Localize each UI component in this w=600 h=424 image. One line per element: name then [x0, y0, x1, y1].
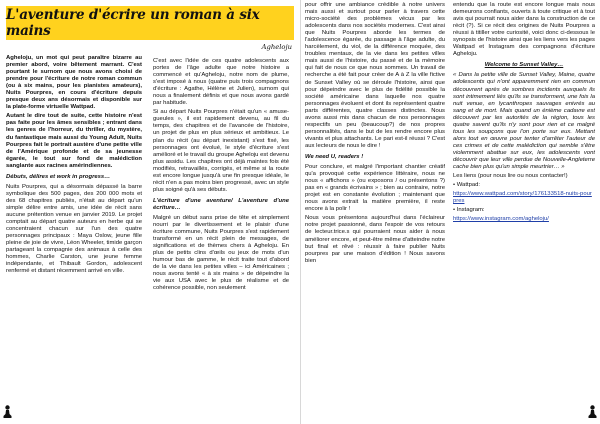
wattpad-label: • Wattpad: — [453, 182, 481, 189]
body-paragraph: C'est avec l'idée de ces quatre adolescents aux portes de l'âge adulte que notre histoire a commencé et qu'Agheloju, notre nom de plume, s'est imposé à nous (quatre puis trois compagnons d'écriture : Agathe, Hélène et Julien), surnom qui nous a finalement définis et que nous avons gardé par habitude. — [153, 58, 289, 107]
body-paragraph: Si au départ Nuits Pourpres n'était qu'un « amuse-gueules », il est rapidement devenu, au fil du temps, des chapitres et de l'avancée de l'histoire, un projet de plus en plus sérieux et ambitieux. Le plan du récit (au départ inexistant) s'est fixé, les personnages ont évolué, le style d'écriture s'est amélioré et le travail du groupe Agheloju est devenu plus assidu. Les chapitres ont déjà maintes fois été modifiés, retravaillés, corrigés, et même si la route est encore longue jusqu'à une fin presque idéale, le récit n'en a pas moins bien progressé, avec un style plus soigné qu'à ses débuts. — [153, 109, 289, 193]
right-page — [300, 0, 600, 424]
synopsis-quote: « Dans la petite ville de Sunset Valley, Maine, quatre adolescents qui n'ont apparemment rien en commun découvrent après de sombres incidents auxquels ils sont intimement liés qu'ils se transforment, une fois la nuit venue, en lycanthropes sauvages enivrés au sang et de mort. Mais quand un énième cadavre est découvert par les autorités de la région, tous les quatre savent qu'ils n'y sont pour rien et ce malgré tous les soupçons que l'on porte sur eux. Mettant alors tout en œuvre pour tenter d'arrêter l'auteur de ces crimes et de cette malédiction qui semble s'être violemment abattue sur eux, les adolescents vont découvrir que leur ville perdue de Nouvelle-Angleterre cache bien plus qu'un simple meurtrier… » — [453, 72, 595, 171]
body-paragraph: Nuits Pourpres, qui a désormais dépassé la barre symbolique des 500 pages, des 200 000 mots et des 68 chapitres publiés, n'était au départ qu'un simple délire entre amis, une idée de récit sans aucune prétention venue en janvier 2019. Le projet comptait au départ quatre auteurs en herbe qui se concentraient chacun sur l'un des quatre personnages principaux : Maya Oslow, jeune fille pleine de joie de vivre, Léon Wheeler, timide garçon partageant la compagnie des animaux à celle des hommes, Charlie Carston, une jeune femme indépendante, et Thibault Gordon, adolescent renfermé et distant récemment arrivé en ville. — [6, 183, 142, 275]
links-intro: Les liens (pour nous lire ou nous contacter!) — [453, 173, 568, 180]
author-byline: Agheloju — [261, 43, 292, 51]
body-paragraph: Nous vous présentons aujourd'hui dans l'éclaireur notre projet passionné, dans l'espoir de vos retours de lecteur.trice.s qui pourraient nous aider à nous améliorer encore, et peut-être même d'atteindre notre but final et rêvé : réussir à faire publier Nuits pourpres par une maison d'édition ! Nous savons bien — [305, 215, 445, 264]
body-paragraph: pour offrir une ambiance crédible à notre univers mais aussi et surtout pour parler à travers cette micro-société des problèmes vécus par les adolescents dans nos sociétés modernes. C'est ainsi que Nuits Pourpres aborde les termes de l'adolescence égarée, du passage à l'âge adulte, du harcèlement, du viol, de la différence moquée, des troubles mentaux, de la vie dans les petites villes mais aussi de l'histoire, du passé et de la mémoire qui fait de nous ce que nous sommes. Un travail de recherche a été fait pour créer de A à Z la ville fictive de Sunset Valley où se déroule l'histoire, ainsi que pour dépeindre avec le plus de fidélité possible la société américaine dans laquelle nos quatre personnages évoluent et dont ils représentent quatre parts différentes, quatre classes distinctes. Nous avons aussi mis dans chacun de nos personnages respectifs un peu (beaucoup?) de nos propres personnalités, dans le but de les rendre encore plus vivants et plus attachants. Le pari est-il réussi ? C'est aux lecteurs de nous le dire ! — [305, 2, 445, 149]
chess-pawn-icon — [588, 405, 597, 418]
body-paragraph: Pour conclure, et malgré l'important chantier créatif qu'a provoqué cette expérience littéraire, nous ne nous « affichons » (ou exposons / ou présentons ?) pas en « grands écrivains » ; bien au contraire, notre projet est en constante évolution ; maintenant que nous avons extrait la matière première, il reste encore à la polir ! — [305, 164, 445, 213]
body-paragraph: Malgré un début sans prise de tête et simplement nourri par le divertissement et le plaisir d'une écriture commune, Nuits Pourpres s'est rapidement transformé en un récit plein de messages, de significations et de thèmes chers à Agheloju. En plus de petits clins d'œils ou jeux de mots d'un humour bas de gamme, le récit traite tout d'abord de la vie dans les petites villes – ici Américaines ; nous avons tenté « à six mains » de dépeindre la vie aux USA avec le plus de réalisme et de cohérence possible, non seulement — [153, 214, 289, 292]
chess-pawn-icon — [3, 405, 12, 418]
column-3 — [305, 2, 445, 402]
article-title: L'aventure d'écrire un roman à six mains — [6, 7, 260, 39]
section-heading-debuts: Débuts, délires et work in progress… — [6, 173, 111, 180]
instagram-link[interactable]: https://www.instagram.com/agheloju/ — [453, 216, 549, 223]
section-heading-ecriture: L'écriture d'une aventure/ L'aventure d'une écriture… — [153, 197, 289, 211]
section-heading-readers: We need U, readers ! — [305, 153, 364, 160]
instagram-label: • Instagram: — [453, 207, 485, 214]
intro-paragraph: Agheloju, un mot qui peut paraître bizarre au premier abord, voire bêtement marrant. C'est pourtant le surnom que nous avons choisi de prendre pour l'écriture de notre roman commun (ou à six mains, pour les pianistes amateurs), Nuits Pourpres, en cours d'écriture depuis presque deux ans désormais et disponible sur la plate-forme virtuelle Wattpad. — [6, 55, 142, 111]
intro-paragraph-2: Autant le dire tout de suite, cette histoire n'est pas faite pour les âmes sensibles ; entrant dans les genres de l'horreur, du thriller, du mystère, du fantastique mais aussi du Young Adult, Nuits Pourpres fait le portrait austère d'une petite ville de l'Amérique profonde et de sa jeunesse égarée, le tout sur fond de malédiction sanglante aux racines amérindiennes. — [6, 113, 142, 169]
column-1 — [6, 55, 142, 395]
column-2 — [153, 58, 289, 398]
section-heading-sunset-valley: Welcome to Sunset Valley… — [484, 62, 564, 69]
title-banner — [6, 6, 294, 40]
wattpad-link[interactable]: https://www.wattpad.com/story/176133518-nuits-pourpres — [453, 191, 592, 205]
column-4 — [453, 2, 595, 402]
body-paragraph: entendu que la route est encore longue mais nous demeurons confiants, ouverts à toute critique et à tout avis qui pourrait nous aider dans la construction de ce récit (?). Si ce récit des origines de Nuits Pourpres a réussi à titiller votre curiosité, voici donc ci-dessous le synopsis de l'histoire ainsi que les liens vers les pages Wattpad et Instagram des compagnons d'écriture Agheloju. — [453, 2, 595, 58]
